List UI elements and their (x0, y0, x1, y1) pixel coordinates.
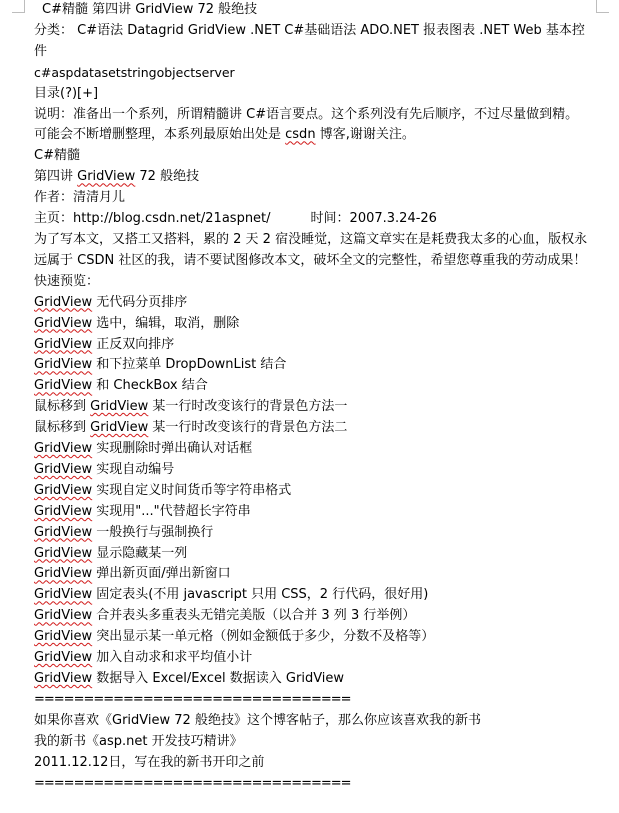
list-item-gridview: GridView (34, 503, 93, 519)
list-item-gridview: GridView (34, 336, 93, 352)
intro-text: 说明：准备出一个系列，所谓精髓讲 C#语言要点。这个系列没有先后顺序，不过尽量做到精。可能会不断增删整理，本系列最原始出处是 (34, 106, 579, 143)
list-item-gridview: GridView (34, 482, 93, 498)
time-text: 时间：2007.3.24-26 (310, 211, 437, 227)
list-item-text: 无代码分页排序 (92, 294, 188, 310)
list-item-gridview: GridView (90, 399, 149, 415)
list-item (34, 439, 594, 460)
list-item-gridview: GridView (34, 524, 93, 540)
list-item-text: 一般换行与强制换行 (92, 524, 214, 540)
closing-line-2: 我的新书《asp.net 开发技巧精讲》 (34, 733, 243, 749)
list-item-prefix: 鼠标移到 (34, 399, 91, 415)
list-item-text: 加入自动求和求平均值小计 (92, 650, 253, 666)
list-item-text: 某一行时改变该行的背景色方法一 (148, 399, 348, 415)
separator-line-bottom: ================================ (34, 775, 351, 791)
document-title: C#精髓 第四讲 GridView 72 般绝技 (42, 2, 258, 17)
list-item-text: 选中，编辑，取消，删除 (92, 315, 240, 331)
list-item-gridview: GridView (34, 650, 93, 666)
list-item (34, 460, 594, 481)
list-item-text: 某一行时改变该行的背景色方法二 (148, 420, 348, 436)
list-item (34, 627, 594, 648)
document-body (34, 0, 594, 794)
list-item-gridview: GridView (34, 315, 93, 331)
list-item-gridview: GridView (34, 378, 93, 394)
page-corner-mark-right (596, 0, 609, 13)
list-item-gridview: GridView (34, 608, 93, 624)
list-item-text: 实现用"..."代替超长字符串 (92, 503, 251, 519)
list-item-text: 显示隐藏某一列 (92, 545, 188, 561)
heading-lecture-suffix: 72 般绝技 (135, 169, 200, 185)
list-item-text: 正反双向排序 (92, 336, 175, 352)
toc-toggle[interactable]: 目录(?)[+] (34, 85, 99, 101)
tag-line: c#aspdatasetstringobjectserver (34, 64, 235, 80)
list-item-gridview: GridView (34, 461, 93, 477)
list-item-text: 实现删除时弹出确认对话框 (92, 441, 253, 457)
list-item (34, 418, 594, 439)
list-item (34, 585, 594, 606)
list-item (34, 502, 594, 523)
list-item (34, 669, 594, 690)
list-item-gridview: GridView (34, 294, 93, 310)
list-item-gridview: GridView (90, 420, 149, 436)
page-corner-mark-left (12, 0, 25, 13)
list-item (34, 544, 594, 565)
homepage-text: 主页：http://blog.csdn.net/21aspnet/ (34, 211, 271, 227)
list-item (34, 335, 594, 356)
list-item (34, 648, 594, 669)
list-item (34, 606, 594, 627)
heading-lecture (34, 167, 594, 188)
list-item (34, 355, 594, 376)
list-item-gridview: GridView (34, 357, 93, 373)
list-item (34, 376, 594, 397)
list-item (34, 397, 594, 418)
separator-line: ================================ (34, 691, 351, 707)
homepage-time-line (34, 209, 594, 230)
list-item (34, 564, 594, 585)
list-item-gridview: GridView (34, 629, 93, 645)
list-item-text: 突出显示某一单元格（例如金额低于多少，分数不及格等） (92, 629, 435, 645)
author-line: 作者：清清月儿 (34, 190, 126, 206)
list-item (34, 523, 594, 544)
heading-series: C#精髓 (34, 148, 80, 164)
intro-paragraph (34, 105, 590, 147)
preview-list (34, 293, 594, 690)
closing-line-1: 如果你喜欢《GridView 72 般绝技》这个博客帖子，那么你应该喜欢我的新书 (34, 712, 481, 728)
category-line: 分类： C#语法 Datagrid GridView .NET C#基础语法 ADO.NET 报表图表 .NET Web 基本控件 (34, 22, 585, 59)
closing-line-3: 2011.12.12日，写在我的新书开印之前 (34, 754, 265, 770)
list-item-gridview: GridView (34, 671, 93, 686)
list-item (34, 481, 594, 502)
list-item-text: 固定表头(不用 javascript 只用 CSS，2 行代码，很好用) (92, 587, 429, 603)
copyright-statement: 为了写本文，又搭工又搭料，累的 2 天 2 宿没睡觉，这篇文章实在是耗费我太多的心血，版权永远属于 CSDN 社区的我，请不要试图修改本文，破坏全文的完整性，希望您尊重我的劳动成果！ (34, 231, 588, 268)
list-item-text: 实现自动编号 (92, 461, 175, 477)
list-item-prefix: 鼠标移到 (34, 420, 91, 436)
list-item-gridview: GridView (34, 566, 93, 582)
preview-label: 快速预览： (34, 273, 100, 289)
list-item-gridview: GridView (34, 587, 93, 603)
list-item-text: 数据导入 Excel/Excel 数据读入 GridView (92, 671, 345, 686)
list-item (34, 293, 594, 314)
heading-lecture-prefix: 第四讲 (34, 169, 78, 185)
heading-lecture-gridview: GridView (77, 169, 136, 185)
list-item-gridview: GridView (34, 545, 93, 561)
list-item-text: 和下拉菜单 DropDownList 结合 (92, 357, 287, 373)
list-item-text: 弹出新页面/弹出新窗口 (92, 566, 231, 582)
list-item-gridview: GridView (34, 441, 93, 457)
list-item (34, 314, 594, 335)
list-item-text: 合并表头多重表头无错完美版（以合并 3 列 3 行举例） (92, 608, 416, 624)
intro-text-end: 博客,谢谢关注。 (315, 127, 415, 143)
list-item-text: 和 CheckBox 结合 (92, 378, 208, 394)
list-item-text: 实现自定义时间货币等字符串格式 (92, 482, 292, 498)
intro-csdn-word: csdn (285, 127, 316, 143)
